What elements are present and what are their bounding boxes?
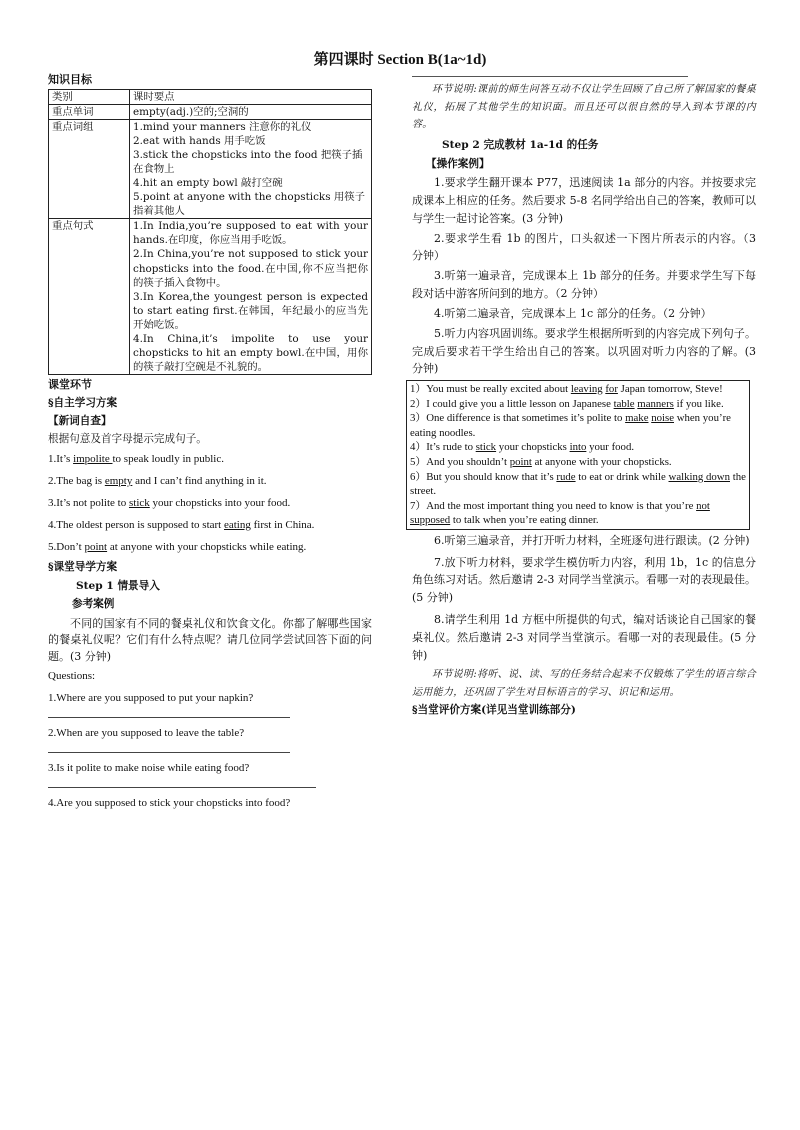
step2-heading: Step 2 完成教材 1a-1d 的任务 [442, 138, 599, 151]
row-item: 4.hit an empty bowl 敲打空碗 [133, 177, 283, 190]
row-item: 4.In China,it’s impolite to use your chopsticks to hit an empty bowl.在中国，用你的筷子敲打空碗是不礼貌的。 [133, 332, 368, 373]
exercise-sentence: 5.Don’t point at anyone with your chopsticks while eating. [48, 540, 307, 553]
table-row [49, 120, 372, 219]
step1-heading: Step 1 情景导入 [76, 579, 160, 592]
answer-line [48, 742, 290, 753]
row-item: 5.point at anyone with the chopsticks 用筷子指着其他人 [133, 191, 366, 218]
row-items [130, 120, 372, 219]
task-item: 2.要求学生看 1b 的图片，口头叙述一下图片所表示的内容。（3 分钟） [412, 231, 756, 263]
self-study-heading: §自主学习方案 [48, 396, 118, 409]
op-case-heading: 【操作案例】 [426, 157, 490, 170]
divider [412, 76, 688, 77]
goals-heading: 知识目标 [48, 73, 92, 86]
row-item: 2.In China,you’re not supposed to stick your chopsticks into the food.在中国,你不应当把你的筷子插入食物中。 [133, 248, 368, 289]
box-sentence: 4）It’s rude to stick your chopsticks into your food. [410, 441, 635, 454]
task-item: 8.请学生利用 1d 方框中所提供的句式，编对话谈论自己国家的餐桌礼仪。然后邀请 2-3 对同学当堂演示。看哪一对的表现最佳。(5 分钟) [412, 613, 756, 662]
task-item: 1.要求学生翻开课本 P77，迅速阅读 1a 部分的内容。并按要求完成课本上相应的任务。然后要求 5-8 名同学给出自己的答案，教师可以与学生一起讨论答案。(3 分钟) [412, 176, 756, 225]
box-sentence: 1）You must be really excited about leaving for Japan tomorrow, Steve! [410, 383, 723, 396]
row-item: 1.In India,you’re supposed to eat with your hands.在印度，你应当用手吃饭。 [133, 220, 368, 247]
question: 3.Is it polite to make noise while eating food? [48, 761, 250, 774]
note-2: 环节说明:将听、说、读、写的任务结合起来不仅锻炼了学生的语言综合运用能力，还巩固了学生对目标语言的学习、识记和运用。 [412, 669, 756, 698]
header-category: 类别 [49, 89, 130, 104]
answer-word: impolite [73, 452, 113, 465]
page-title: 第四课时 Section B(1a~1d) [313, 52, 487, 68]
row-item: 2.eat with hands 用手吃饭 [133, 135, 266, 148]
exercise-sentence: 3.It’s not polite to stick your chopsticks into your food. [48, 496, 291, 509]
question: 1.Where are you supposed to put your napkin? [48, 692, 254, 705]
intro-paragraph: 不同的国家有不同的餐桌礼仪和饮食文化。你都了解哪些国家的餐桌礼仪呢？它们有什么特点呢？请几位同学尝试回答下面的问题。(3 分钟) [48, 616, 372, 663]
instruction: 根据句意及首字母提示完成句子。 [48, 432, 207, 445]
note-1: 环节说明:课前的师生问答互动不仅让学生回顾了自己所了解国家的餐桌礼仪，拓展了其他学生的知识面。而且还可以很自然的导入到本节课的内容。 [412, 84, 756, 130]
row-item: empty(adj.)空的;空洞的 [133, 105, 249, 118]
table-row [49, 219, 372, 375]
row-category: 重点单词 [49, 104, 130, 119]
task-item: 7.放下听力材料，要求学生模仿听力内容，利用 1b，1c 的信息分角色练习对话。然后邀请 2-3 对同学当堂演示。看哪一对的表现最佳。(5 分钟) [412, 555, 756, 605]
listening-box [406, 380, 750, 530]
table-header-row [49, 89, 372, 104]
answer-word: stick [128, 496, 150, 509]
row-category: 重点词组 [49, 120, 130, 219]
question: 4.Are you supposed to stick your chopsticks into food? [48, 796, 291, 809]
exercise-sentence: 2.The bag is empty and I can’t find anything in it. [48, 474, 267, 487]
classroom-heading: 课堂环节 [48, 377, 92, 391]
table-row [49, 104, 372, 119]
box-sentence: 5）And you shouldn’t point at anyone with your chopsticks. [410, 455, 672, 468]
row-item: 3.In Korea,the youngest person is expected to start eating first.在韩国，年纪最小的应当先开始吃饭。 [133, 290, 368, 331]
answer-line [48, 777, 316, 788]
question: 2.When are you supposed to leave the table? [48, 727, 245, 740]
eval-heading: §当堂评价方案(详见当堂训练部分) [412, 704, 576, 717]
answer-word: eating [223, 518, 251, 531]
answer-word: empty [104, 474, 133, 487]
answer-word: point [84, 540, 108, 553]
header-points: 课时要点 [130, 89, 372, 104]
new-words-heading: 【新词自查】 [48, 415, 112, 428]
row-items [130, 104, 372, 119]
box-sentence: 2）I could give you a little lesson on Japanese table manners if you like. [410, 397, 724, 410]
exercise-sentence: 4.The oldest person is supposed to start eating first in China. [48, 518, 315, 531]
right-column [412, 76, 756, 719]
ref-case-heading: 参考案例 [72, 598, 115, 611]
row-item: 3.stick the chopsticks into the food 把筷子插在食物上 [133, 149, 363, 176]
answer-line [48, 707, 290, 718]
row-items [130, 219, 372, 375]
box-sentence: 7）And the most important thing you need to know is that you’re not supposed to talk when you’re eating dinner. [410, 499, 710, 527]
left-column [48, 72, 372, 812]
exercise-sentence: 1.It’s impolite to speak loudly in public. [48, 452, 224, 465]
task-item: 4.听第二遍录音，完成课本上 1c 部分的任务。（2 分钟） [434, 306, 712, 320]
questions-label: Questions: [48, 670, 96, 683]
box-sentence: 3）One difference is that sometimes it’s polite to make noise when you’re eating noodles. [410, 412, 731, 439]
row-item: 1.mind your manners 注意你的礼仪 [133, 121, 312, 134]
task-item: 6.听第三遍录音，并打开听力材料，全班逐句进行跟读。(2 分钟) [434, 533, 750, 547]
guide-heading: §课堂导学方案 [48, 560, 118, 573]
goals-table [48, 89, 372, 375]
task-item: 3.听第一遍录音，完成课本上 1b 部分的任务。并要求学生写下每段对话中游客所问到的地方。（2 分钟） [412, 269, 756, 301]
row-category: 重点句式 [49, 219, 130, 375]
box-sentence: 6）But you should know that it’s rude to eat or drink while walking down the street. [410, 470, 746, 498]
task-item: 5.听力内容巩固训练。要求学生根据所听到的内容完成下列句子。完成后要求若干学生给出自己的答案。以巩固对听力内容的了解。(3 分钟) [412, 326, 756, 376]
